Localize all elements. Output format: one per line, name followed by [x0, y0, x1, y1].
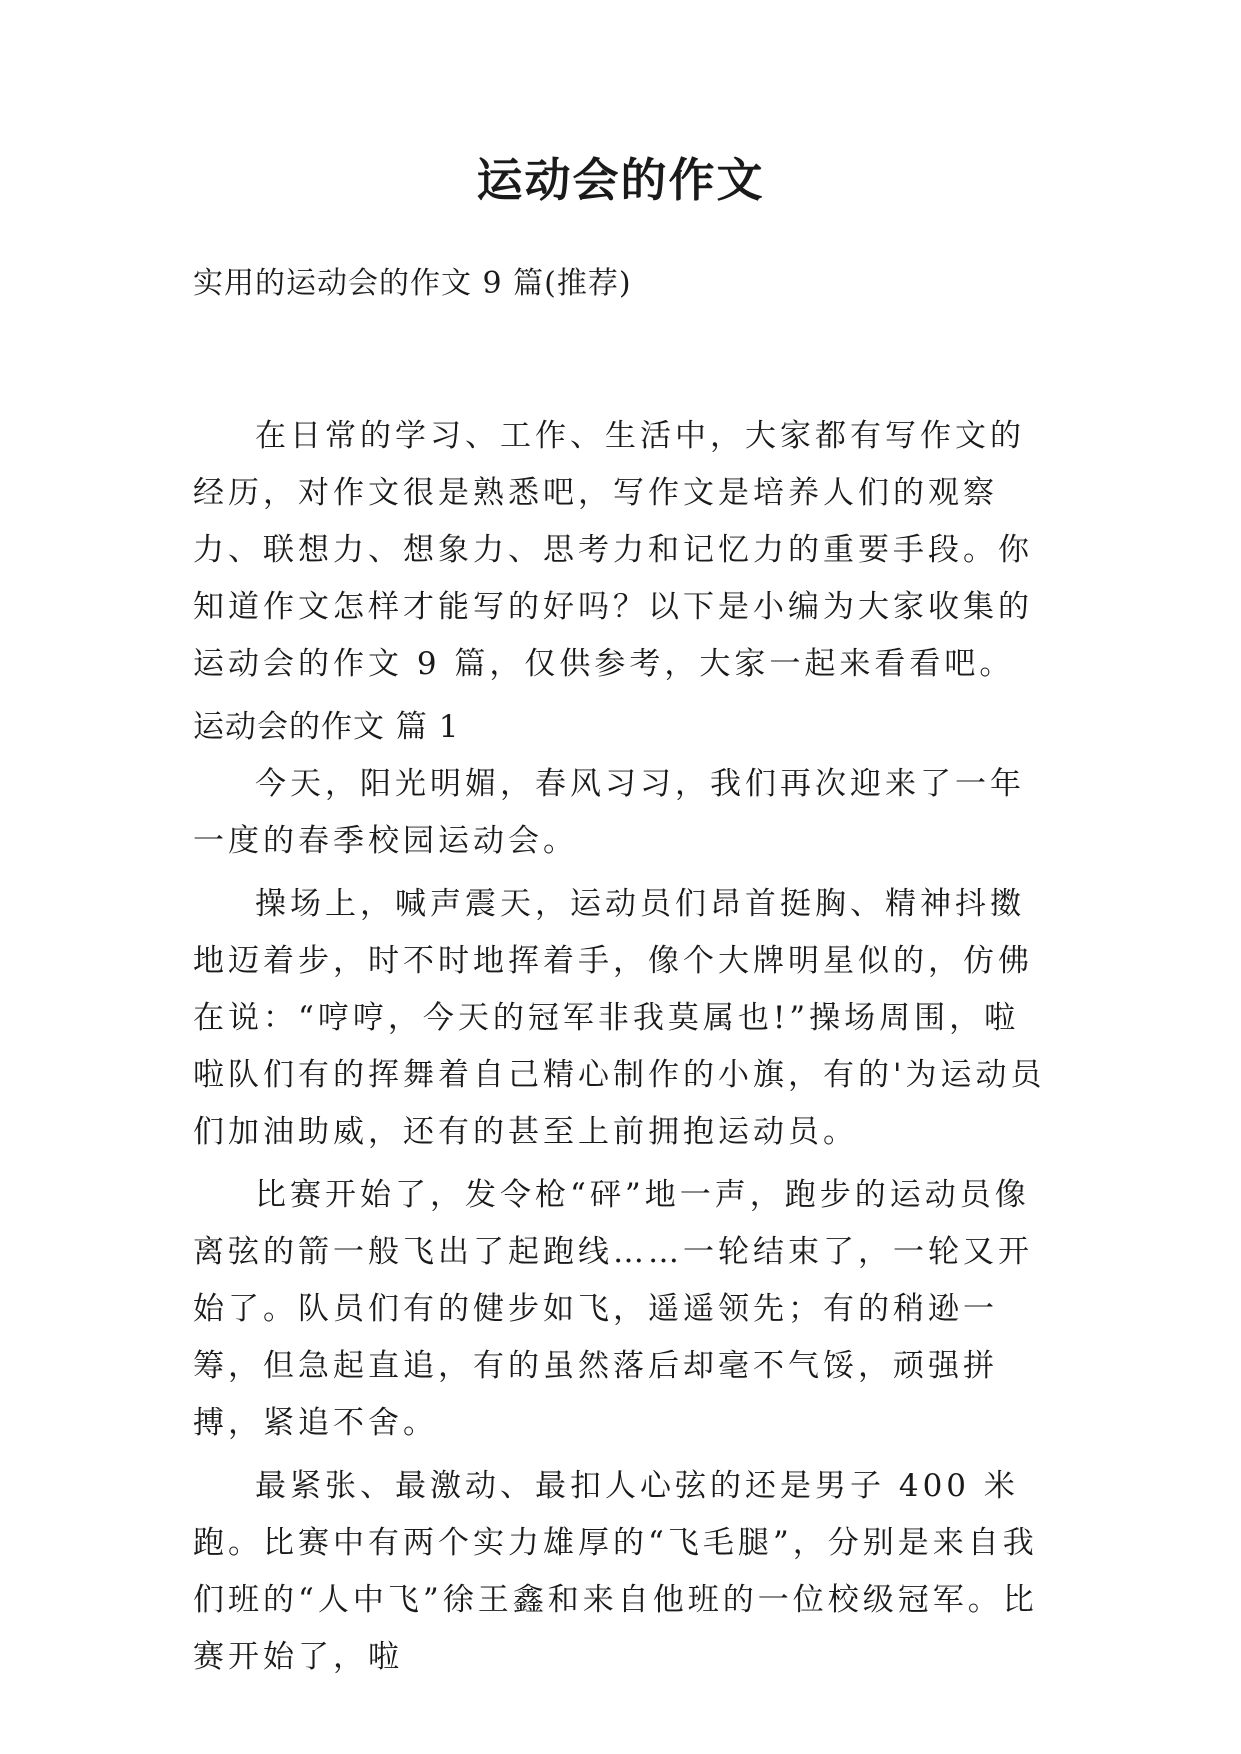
body-paragraph-1: 今天，阳光明媚，春风习习，我们再次迎来了一年一度的春季校园运动会。: [193, 766, 1025, 859]
body-paragraph-4: 最紧张、最激动、最扣人心弦的还是男子 400 米跑。比赛中有两个实力雄厚的“飞毛腿”，分别是来自我们班的“人中飞”徐王鑫和来自他班的一位校级冠军。比赛开始了，啦: [193, 1468, 1038, 1675]
document-title: 运动会的作文: [476, 153, 765, 207]
document-subtitle: 实用的运动会的作文 9 篇(推荐): [193, 266, 632, 301]
section-heading: 运动会的作文 篇 1: [193, 709, 460, 745]
document-body: [193, 408, 1053, 1692]
body-paragraph-3: 比赛开始了，发令枪“砰”地一声，跑步的运动员像离弦的箭一般飞出了起跑线……一轮结束了，一轮又开始了。队员们有的健步如飞，遥遥领先；有的稍逊一筹，但急起直追，有的虽然落后却毫不气馁，顽强拼搏，紧追不舍。: [193, 1177, 1033, 1441]
intro-paragraph: 在日常的学习、工作、生活中，大家都有写作文的经历，对作文很是熟悉吧，写作文是培养人们的观察力、联想力、想象力、思考力和记忆力的重要手段。你知道作文怎样才能写的好吗？以下是小编为大家收集的运动会的作文 9 篇，仅供参考，大家一起来看看吧。: [193, 418, 1033, 682]
body-paragraph-2: 操场上，喊声震天，运动员们昂首挺胸、精神抖擞地迈着步，时不时地挥着手，像个大牌明星似的，仿佛在说：“哼哼，今天的冠军非我莫属也!”操场周围，啦啦队们有的挥舞着自己精心制作的小旗，有的'为运动员们加油助威，还有的甚至上前拥抱运动员。: [193, 886, 1046, 1150]
